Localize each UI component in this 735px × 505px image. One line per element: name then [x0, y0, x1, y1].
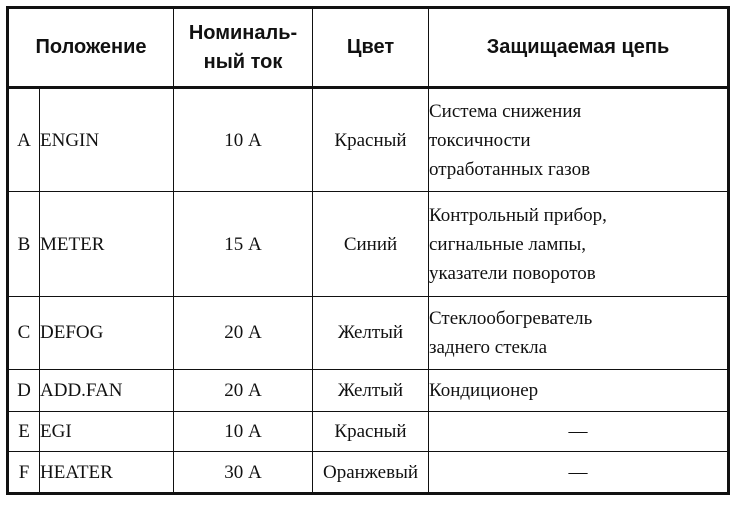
- row-letter: C: [8, 296, 40, 369]
- header-color: Цвет: [313, 8, 429, 88]
- row-letter: E: [8, 411, 40, 452]
- row-fuse-code: DEFOG: [40, 296, 174, 369]
- row-letter: A: [8, 88, 40, 192]
- fuse-table: [6, 6, 730, 495]
- row-fuse-code: METER: [40, 192, 174, 296]
- table-row: [8, 192, 729, 296]
- row-protected-circuit-text: Кондиционер: [429, 379, 539, 401]
- row-rated-current: 20 А: [174, 296, 313, 369]
- table-row: [8, 452, 729, 494]
- header-protected-circuit: Защищаемая цепь: [429, 8, 729, 88]
- row-color: Желтый: [313, 369, 429, 411]
- header-row: [8, 8, 729, 88]
- row-protected-circuit: —: [429, 452, 729, 494]
- header-rated-current: [174, 8, 313, 88]
- row-color: Синий: [313, 192, 429, 296]
- row-protected-circuit: [429, 88, 729, 192]
- table-row: [8, 411, 729, 452]
- row-rated-current: 30 А: [174, 452, 313, 494]
- row-rated-current: 10 А: [174, 88, 313, 192]
- row-color: Желтый: [313, 296, 429, 369]
- row-fuse-code: ENGIN: [40, 88, 174, 192]
- table-row: [8, 296, 729, 369]
- row-color: Красный: [313, 88, 429, 192]
- row-color: Красный: [313, 411, 429, 452]
- row-protected-circuit: [429, 192, 729, 296]
- table-row: [8, 88, 729, 192]
- row-fuse-code: EGI: [40, 411, 174, 452]
- row-protected-circuit: [429, 369, 729, 411]
- row-fuse-code: HEATER: [40, 452, 174, 494]
- row-protected-circuit-text: Контрольный прибор, сигнальные лампы, указатели поворотов: [429, 204, 607, 284]
- row-letter: F: [8, 452, 40, 494]
- row-fuse-code: ADD.FAN: [40, 369, 174, 411]
- row-protected-circuit-text: Система снижения токсичности отработанных газов: [429, 100, 591, 180]
- row-letter: D: [8, 369, 40, 411]
- header-rated-current-text: Номиналь- ный ток: [188, 21, 298, 73]
- row-color: Оранжевый: [313, 452, 429, 494]
- row-letter: B: [8, 192, 40, 296]
- row-protected-circuit: [429, 296, 729, 369]
- row-protected-circuit-text: Стеклообогреватель заднего стекла: [429, 307, 593, 358]
- row-rated-current: 10 А: [174, 411, 313, 452]
- header-position: Положение: [8, 8, 174, 88]
- row-protected-circuit: —: [429, 411, 729, 452]
- row-rated-current: 20 А: [174, 369, 313, 411]
- row-rated-current: 15 А: [174, 192, 313, 296]
- table-row: [8, 369, 729, 411]
